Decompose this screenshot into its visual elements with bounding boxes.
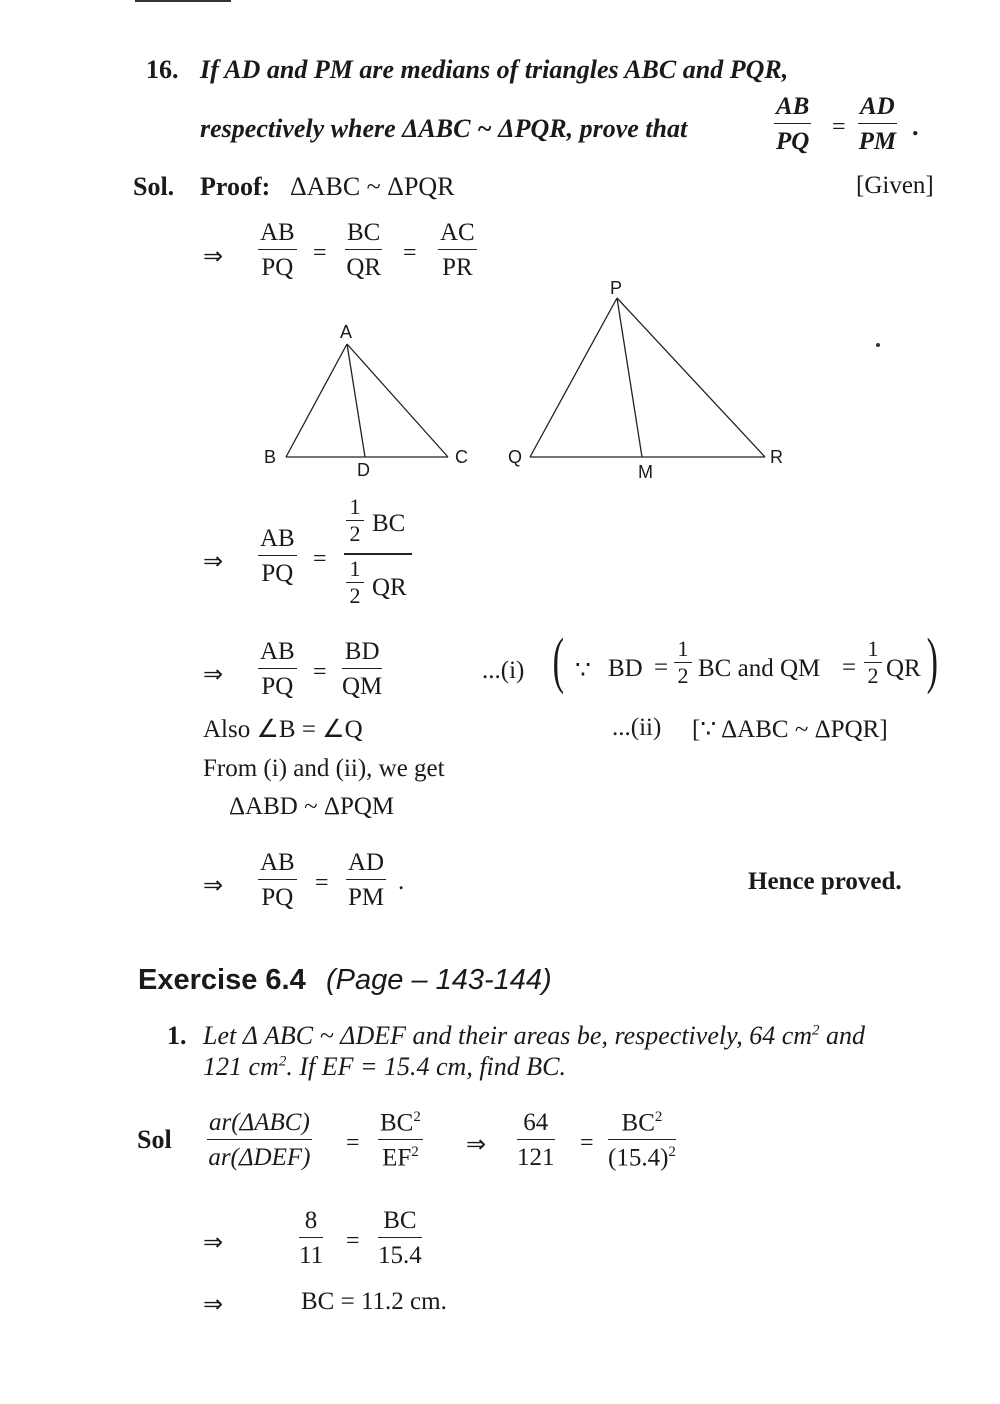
fraction-denominator: 121	[517, 1144, 555, 1171]
fraction-bc2-15-4-sq	[608, 1110, 676, 1171]
fraction-numerator	[378, 1110, 423, 1140]
fraction-denominator: PQ	[261, 560, 294, 587]
similarity-result: ΔABD ~ ΔPQM	[229, 793, 395, 820]
q1-superscript: 2	[278, 1053, 287, 1070]
question-line-1: If AD and PM are medians of triangles ABC and PQR,	[200, 55, 789, 84]
exercise-title: Exercise 6.4	[138, 964, 306, 996]
square-superscript: 2	[411, 1144, 419, 1161]
final-answer: BC = 11.2 cm.	[301, 1288, 447, 1315]
half-fraction	[346, 558, 364, 607]
fraction-numerator: BC	[378, 1208, 422, 1238]
implies-arrow: ⇒	[203, 873, 224, 899]
fraction-ab-pq	[258, 850, 297, 910]
fraction-numerator	[608, 1110, 676, 1140]
fraction-numerator: AD	[346, 850, 386, 880]
bc-term: BC	[621, 1109, 655, 1137]
fraction-numerator: AB	[774, 94, 811, 124]
vertex-label-d: D	[357, 460, 370, 480]
fraction-numerator: 64	[517, 1110, 555, 1140]
fraction-denominator: QR	[346, 254, 382, 281]
reason-similarity: [∵ ΔABC ~ ΔPQR]	[692, 716, 888, 743]
triangle-abc	[286, 344, 448, 457]
equals-sign: =	[313, 659, 327, 685]
proof-statement: ΔABC ~ ΔPQR	[290, 172, 455, 201]
bc-and-qm-term: BC and QM	[698, 655, 821, 682]
fraction-denominator: ar(ΔDEF)	[208, 1144, 311, 1171]
fraction-numerator: AD	[858, 94, 897, 124]
vertex-label-a: A	[340, 322, 353, 342]
fraction-denominator: 11	[299, 1242, 324, 1269]
q1-text-b: and	[819, 1021, 866, 1050]
implies-arrow: ⇒	[466, 1132, 487, 1158]
fraction-denominator	[608, 1140, 676, 1170]
fraction-numerator: AC	[438, 220, 477, 250]
period: .	[912, 112, 919, 141]
equals-sign: =	[654, 654, 669, 681]
vertex-label-p: P	[610, 278, 623, 298]
fraction-numerator: AB	[258, 850, 297, 880]
fraction-ab-pq	[258, 526, 297, 586]
fraction-denominator: PQ	[261, 673, 294, 700]
fraction-denominator: PR	[442, 254, 473, 281]
length-term: (15.4)	[608, 1144, 669, 1172]
fraction-numerator: 1	[346, 558, 364, 583]
because-symbol: ∵	[575, 657, 591, 684]
compound-fraction	[342, 494, 414, 624]
right-parenthesis: )	[926, 627, 939, 695]
fraction-denominator: PQ	[776, 128, 810, 155]
equals-sign: =	[580, 1130, 594, 1156]
hence-proved: Hence proved.	[748, 868, 902, 895]
fraction-ab-pq	[258, 639, 297, 699]
question-1-line-1	[203, 1021, 865, 1051]
fraction-numerator: AB	[258, 220, 297, 250]
equals-sign: =	[313, 240, 327, 266]
qr-term: QR	[886, 655, 921, 682]
square-superscript: 2	[413, 1109, 421, 1125]
compound-top-term: BC	[372, 510, 406, 537]
half-fraction	[674, 638, 692, 687]
ef-term: EF	[382, 1144, 412, 1172]
equals-sign: =	[403, 240, 417, 266]
exercise-page-range: (Page – 143-144)	[326, 964, 552, 996]
fraction-numerator: ar(ΔABC)	[207, 1110, 312, 1140]
equation-reference-ii: ...(ii)	[612, 714, 662, 741]
vertex-label-c: C	[455, 447, 468, 467]
question-1-line-2	[203, 1052, 566, 1082]
left-parenthesis: (	[552, 627, 565, 695]
half-fraction	[346, 496, 364, 545]
given-reason: [Given]	[856, 172, 934, 199]
fraction-numerator: BC	[345, 220, 382, 250]
equals-sign: =	[346, 1130, 360, 1156]
fraction-denominator: PQ	[261, 254, 294, 281]
fraction-denominator: 2	[349, 521, 361, 546]
fraction-numerator: 1	[864, 638, 882, 663]
equals-sign: =	[832, 114, 846, 140]
equals-sign: =	[313, 546, 327, 572]
fraction-64-121	[517, 1110, 555, 1170]
square-superscript: 2	[654, 1109, 663, 1125]
question-number: 16.	[146, 55, 179, 84]
from-statement: From (i) and (ii), we get	[203, 755, 445, 782]
fraction-numerator: 1	[346, 496, 364, 521]
q1-text-a: Let Δ ABC ~ ΔDEF and their areas be, respectively, 64 cm	[203, 1021, 813, 1050]
vertex-label-r: R	[770, 447, 783, 467]
fraction-bc-15-4	[378, 1208, 422, 1268]
square-superscript: 2	[668, 1144, 676, 1161]
fraction-denominator: 2	[867, 663, 879, 688]
bd-term: BD	[608, 655, 643, 682]
fraction-numerator: 1	[674, 638, 692, 663]
stray-mark	[876, 343, 880, 347]
fraction-denominator: 15.4	[378, 1242, 422, 1269]
fraction-denominator	[378, 1140, 423, 1170]
fraction-denominator: 2	[677, 663, 689, 688]
implies-arrow: ⇒	[203, 549, 224, 575]
fraction-denominator: 2	[349, 583, 361, 608]
fraction-8-11	[299, 1208, 323, 1268]
fraction-numerator: AB	[258, 526, 297, 556]
fraction-bc2-ef2	[378, 1110, 423, 1171]
q1-superscript: 2	[812, 1022, 820, 1039]
triangle-pqr	[530, 298, 765, 457]
sol-label: Sol.	[133, 172, 175, 201]
fraction-numerator: BD	[342, 639, 382, 669]
equals-sign: =	[346, 1228, 360, 1254]
q1-text-d: . If EF = 15.4 cm, find BC.	[286, 1052, 567, 1081]
fraction-bd-qm	[342, 639, 382, 699]
implies-arrow: ⇒	[203, 1230, 224, 1256]
fraction-numerator: AB	[258, 639, 297, 669]
exercise-sol-label: Sol	[137, 1125, 172, 1154]
vertex-label-b: B	[264, 447, 277, 467]
triangles-figure	[0, 0, 1000, 500]
compound-fraction-bar	[344, 553, 412, 555]
question-line-2: respectively where ΔABC ~ ΔPQR, prove that	[200, 114, 688, 143]
fraction-denominator: PQ	[261, 884, 294, 911]
fraction-numerator: 8	[299, 1208, 323, 1238]
equals-sign: =	[315, 870, 329, 896]
vertex-label-q: Q	[508, 447, 523, 467]
fraction-denominator: QM	[342, 673, 383, 700]
proof-label: Proof:	[200, 172, 271, 201]
implies-arrow: ⇒	[203, 1292, 224, 1318]
angle-equality: Also ∠B = ∠Q	[203, 716, 363, 743]
bc-term: BC	[380, 1109, 414, 1137]
equals-sign: =	[842, 654, 857, 681]
question-1-number: 1.	[167, 1021, 187, 1050]
period: .	[398, 868, 405, 895]
q1-text-c: 121 cm	[203, 1052, 279, 1081]
fraction-denominator: PM	[858, 128, 897, 155]
fraction-ad-pm	[346, 850, 386, 910]
vertex-label-m: M	[638, 462, 653, 482]
equation-reference-i: ...(i)	[482, 657, 525, 684]
implies-arrow: ⇒	[203, 244, 224, 270]
fraction-denominator: PM	[347, 884, 385, 911]
implies-arrow: ⇒	[203, 662, 224, 688]
fraction-area-ratio	[207, 1110, 312, 1170]
half-fraction	[864, 638, 882, 687]
compound-bottom-term: QR	[372, 574, 407, 601]
